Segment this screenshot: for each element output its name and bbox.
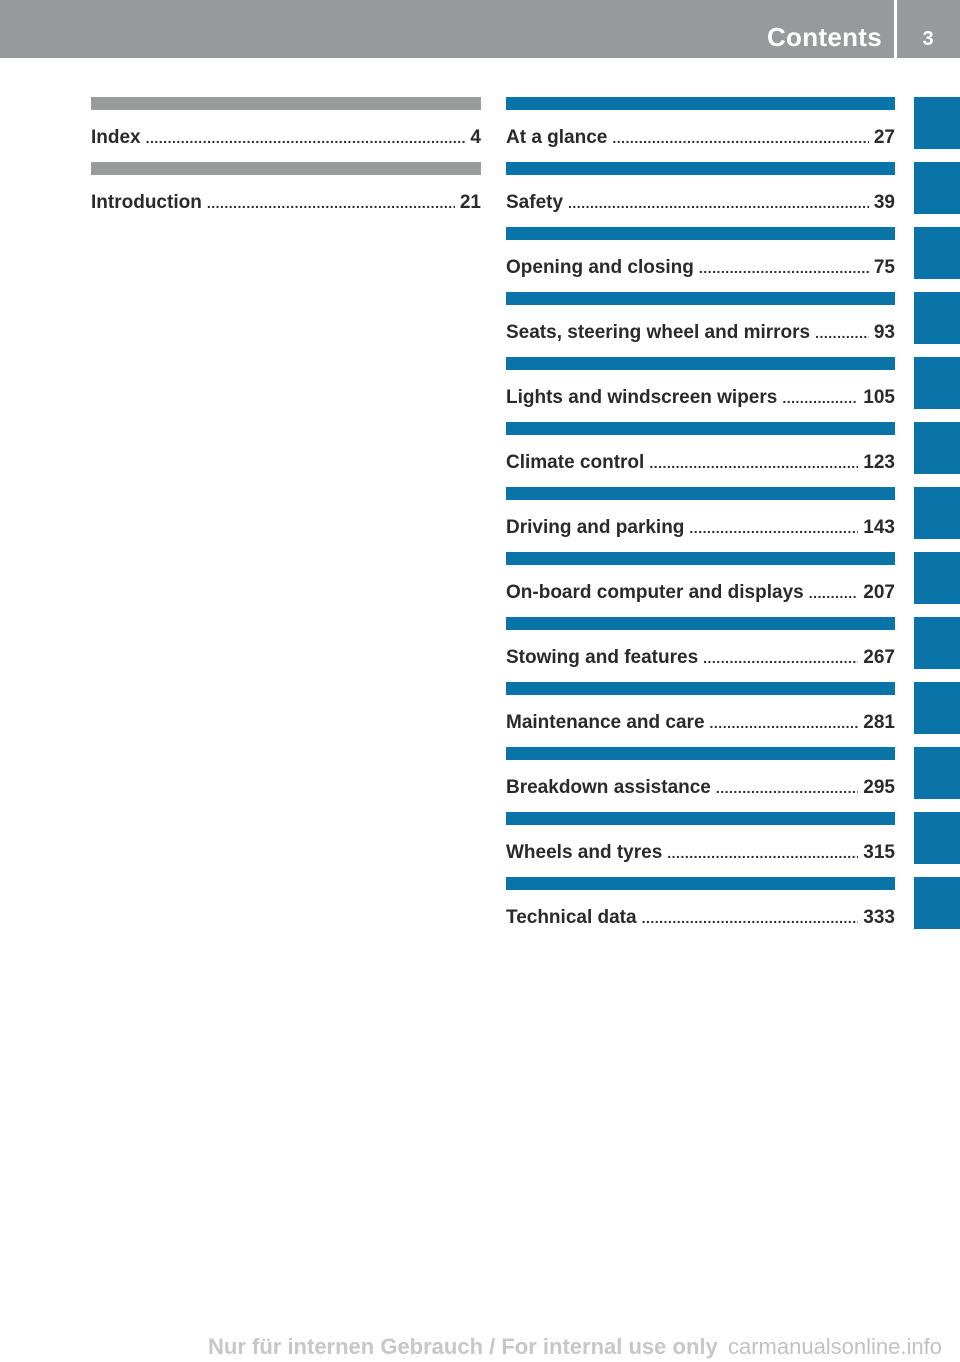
toc-row[interactable] (506, 841, 895, 865)
toc-entry-index[interactable] (91, 97, 481, 162)
chapter-tab[interactable] (914, 162, 960, 214)
toc-entry-title: Seats, steering wheel and mirrors (506, 322, 811, 343)
section-bar (506, 747, 895, 760)
toc-entry-title: Maintenance and care (506, 712, 705, 733)
watermark-site: carmanualsonline.info (727, 1334, 942, 1359)
toc-entry-page: 93 (873, 322, 895, 343)
section-bar (91, 162, 481, 175)
chapter-tab[interactable] (914, 682, 960, 734)
dot-leader (703, 646, 858, 670)
toc-row[interactable] (91, 191, 481, 215)
toc-entry-page: 207 (863, 582, 895, 603)
section-bar (506, 422, 895, 435)
toc-entry-title: On-board computer and displays (506, 582, 804, 603)
toc-entry[interactable] (506, 487, 895, 552)
page-number: 3 (922, 28, 934, 50)
dot-leader (710, 711, 859, 735)
dot-leader (689, 516, 858, 540)
chapter-tab[interactable] (914, 877, 960, 929)
dot-leader (699, 256, 869, 280)
toc-row[interactable] (506, 256, 895, 280)
toc-entry-title: Stowing and features (506, 647, 699, 668)
toc-entry[interactable] (506, 552, 895, 617)
chapter-tab[interactable] (914, 97, 960, 149)
toc-row[interactable] (506, 711, 895, 735)
toc-row[interactable] (506, 191, 895, 215)
toc-entry-page: 267 (863, 647, 895, 668)
toc-entry-page: 281 (863, 712, 895, 733)
chapter-tab[interactable] (914, 292, 960, 344)
toc-entry-title: Climate control (506, 452, 645, 473)
section-bar (506, 162, 895, 175)
section-bar (506, 97, 895, 110)
dot-leader (612, 126, 868, 150)
toc-entry-title: Wheels and tyres (506, 842, 663, 863)
section-bar (91, 97, 481, 110)
header-title: Contents (766, 22, 882, 52)
dot-leader (716, 776, 858, 800)
toc-row[interactable] (506, 646, 895, 670)
dot-leader (146, 126, 466, 150)
toc-entry-page: 39 (873, 192, 895, 213)
chapter-tab[interactable] (914, 552, 960, 604)
toc-entry-page: 4 (470, 127, 481, 148)
chapter-tab[interactable] (914, 422, 960, 474)
section-bar (506, 357, 895, 370)
toc-row[interactable] (91, 126, 481, 150)
toc-left-column (91, 97, 481, 227)
toc-entry[interactable] (506, 617, 895, 682)
toc-right-column (506, 97, 895, 942)
toc-entry-page: 333 (863, 907, 895, 928)
header-divider (894, 0, 897, 58)
section-bar (506, 227, 895, 240)
toc-entry-page: 27 (873, 127, 895, 148)
page-footer (0, 1330, 960, 1362)
toc-entry[interactable] (506, 422, 895, 487)
dot-leader (642, 906, 859, 930)
internal-use-notice: Nur für internen Gebrauch / For internal use only (208, 1334, 718, 1359)
toc-entry-introduction[interactable] (91, 162, 481, 227)
toc-row[interactable] (506, 321, 895, 345)
toc-row[interactable] (506, 126, 895, 150)
toc-entry-title: Technical data (506, 907, 637, 928)
toc-entry-page: 75 (873, 257, 895, 278)
toc-row[interactable] (506, 516, 895, 540)
dot-leader (815, 321, 869, 345)
toc-entry[interactable] (506, 292, 895, 357)
toc-row[interactable] (506, 776, 895, 800)
page-header (0, 0, 960, 58)
toc-entry-page: 295 (863, 777, 895, 798)
toc-entry-page: 315 (863, 842, 895, 863)
section-bar (506, 292, 895, 305)
chapter-tab[interactable] (914, 487, 960, 539)
section-bar (506, 617, 895, 630)
toc-entry-title: At a glance (506, 127, 608, 148)
section-bar (506, 552, 895, 565)
section-bar (506, 682, 895, 695)
toc-entry[interactable] (506, 877, 895, 942)
dot-leader (782, 386, 858, 410)
section-bar (506, 812, 895, 825)
toc-entry[interactable] (506, 747, 895, 812)
dot-leader (207, 191, 455, 215)
toc-row[interactable] (506, 906, 895, 930)
chapter-tab[interactable] (914, 747, 960, 799)
toc-entry[interactable] (506, 97, 895, 162)
toc-entry-title: Breakdown assistance (506, 777, 711, 798)
toc-entry[interactable] (506, 227, 895, 292)
toc-row[interactable] (506, 581, 895, 605)
toc-entry-title: Index (91, 127, 141, 148)
toc-entry-page: 105 (863, 387, 895, 408)
toc-entry-page: 123 (863, 452, 895, 473)
toc-entry[interactable] (506, 682, 895, 747)
toc-entry-title: Introduction (91, 192, 202, 213)
toc-entry[interactable] (506, 812, 895, 877)
section-bar (506, 487, 895, 500)
chapter-tab[interactable] (914, 357, 960, 409)
toc-row[interactable] (506, 451, 895, 475)
toc-entry-title: Lights and windscreen wipers (506, 387, 778, 408)
toc-row[interactable] (506, 386, 895, 410)
toc-entry[interactable] (506, 357, 895, 422)
toc-entry-title: Driving and parking (506, 517, 685, 538)
chapter-tab[interactable] (914, 812, 960, 864)
toc-entry-page: 143 (863, 517, 895, 538)
toc-entry-title: Opening and closing (506, 257, 694, 278)
toc-entry-page: 21 (459, 192, 481, 213)
toc-entry[interactable] (506, 162, 895, 227)
chapter-tab[interactable] (914, 227, 960, 279)
dot-leader (649, 451, 858, 475)
dot-leader (667, 841, 858, 865)
dot-leader (809, 581, 859, 605)
chapter-tabs (914, 97, 960, 942)
dot-leader (568, 191, 869, 215)
section-bar (506, 877, 895, 890)
toc-entry-title: Safety (506, 192, 564, 213)
chapter-tab[interactable] (914, 617, 960, 669)
